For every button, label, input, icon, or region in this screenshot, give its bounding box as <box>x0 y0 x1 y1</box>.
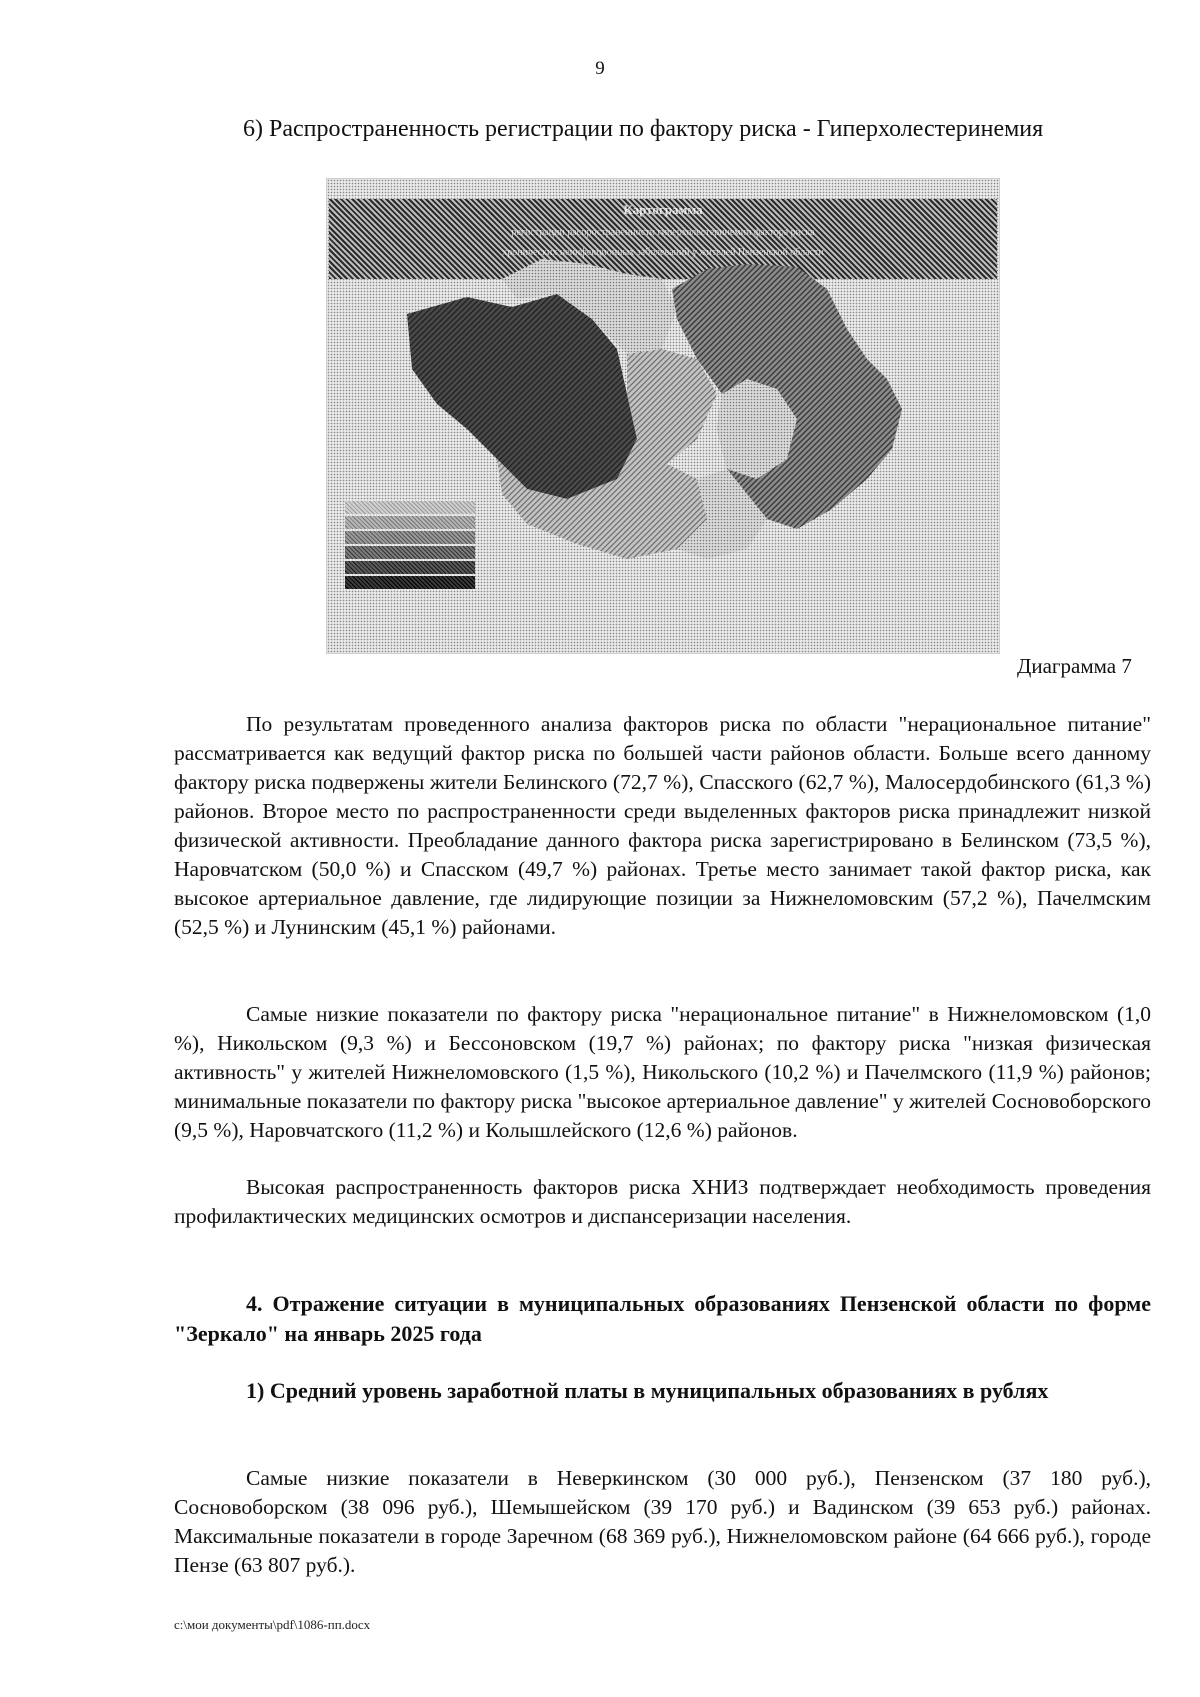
subsection-heading-salary: 1) Средний уровень заработной платы в муниципальных образованиях в рублях <box>246 1378 1049 1403</box>
section-heading-4: 4. Отражение ситуации в муниципальных образованиях Пензенской области по форме "Зеркало" на январь 2025 года <box>174 1291 1151 1346</box>
section-title: 6) Распространенность регистрации по фактору риска - Гиперхолестеринемия <box>243 116 1044 142</box>
cartogram-subtitle: регистрации распространенности гиперхолестеринемии фактора риска <box>511 227 815 238</box>
cartogram-figure <box>326 178 1000 654</box>
legend-swatch-5 <box>345 561 475 574</box>
footer-file-path: c:\мои документы\pdf\1086-пп.docx <box>174 1617 371 1632</box>
cartogram-subtitle-2: хронических неинфекционных заболеваний у жителей Пензенской области <box>502 247 824 258</box>
paragraph-conclusion: Высокая распространенность факторов риска ХНИЗ подтверждает необходимость проведения профилактических медицинских осмотров и диспансеризации населения. <box>174 1175 1151 1228</box>
cartogram-title: Картограмма <box>623 202 703 217</box>
map-legend <box>345 495 485 591</box>
page-number: 9 <box>595 58 605 79</box>
diagram-caption: Диаграмма 7 <box>1017 654 1132 678</box>
legend-swatch-6 <box>345 576 475 589</box>
legend-swatch-4 <box>345 546 475 559</box>
paragraph-lowest-values: Самые низкие показатели по фактору риска "нерациональное питание" в Нижнеломовском (1,0 %), Никольском (9,3 %) и Бессоновском (19,7 %) районах; по фактору риска "низкая физическая активность" у жителей Нижнеломовского (1,5 %), Никольского (10,2 %) и Пачелмского (11,9 %) районов; минимальные показатели по фактору риска "высокое артериальное давление" у жителей Сосновоборского (9,5 %), Наровчатского (11,2 %) и Колышлейского (12,6 %) районов. <box>174 1002 1151 1142</box>
legend-swatch-2 <box>345 516 475 529</box>
legend-swatch-1 <box>345 501 475 514</box>
paragraph-risk-factors: По результатам проведенного анализа факторов риска по области "нерациональное питание" рассматривается как ведущий фактор риска по большей части районов области. Больше всего данному фактору риска подвержены жители Белинского (72,7 %), Спасского (62,7 %), Малосердобинского (61,3 %) районов. Второе место по распространенности среди выделенных факторов риска принадлежит низкой физической активности. Преобладание данного фактора риска зарегистрировано в Белинском (73,5 %), Наровчатском (50,0 %) и Спасском (49,7 %) районах. Третье место занимает такой фактор риска, как высокое артериальное давление, где лидирующие позиции за Нижнеломовским (57,2 %), Пачелмским (52,5 %) и Лунинским (45,1 %) районами. <box>174 712 1151 939</box>
legend-swatch-3 <box>345 531 475 544</box>
paragraph-salary: Самые низкие показатели в Неверкинском (30 000 руб.), Пензенском (37 180 руб.), Сосновоборском (38 096 руб.), Шемышейском (39 170 руб.) и Вадинском (39 653 руб.) районах. Максимальные показатели в городе Заречном (68 369 руб.), Нижнеломовском районе (64 666 руб.), городе Пензе (63 807 руб.). <box>174 1466 1151 1577</box>
